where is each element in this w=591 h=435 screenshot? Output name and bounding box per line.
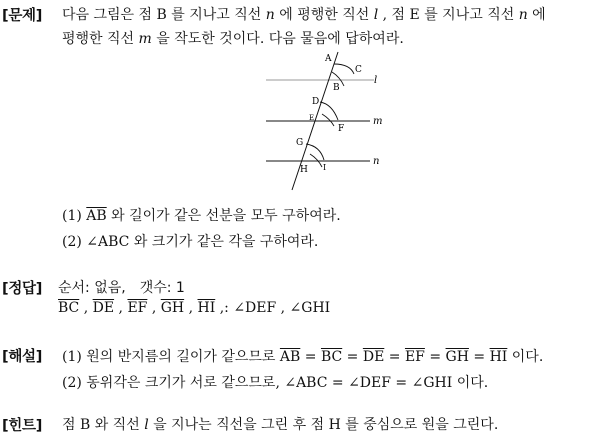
answer-angles: ,: ∠DEF , ∠GHI [215, 300, 331, 316]
point-h: H [300, 165, 308, 175]
text: , 점 E 를 지나고 직선 [378, 7, 519, 23]
var-n: n [518, 7, 528, 23]
point-g: G [296, 138, 304, 148]
eq: = [468, 349, 490, 365]
sep: , [79, 300, 93, 316]
point-a: A [325, 54, 332, 64]
answer-label: [정답] [2, 281, 43, 297]
segment-de: $\overline{DE}$ [92, 300, 115, 316]
explanation-1 [62, 346, 543, 366]
eq: = [424, 349, 446, 365]
hint-text [62, 414, 498, 434]
question-2: (2) ∠ABC 와 크기가 같은 각을 구하여라. [62, 234, 319, 250]
segment-bc: $\overline{BC}$ [320, 349, 343, 365]
segment-ef: $\overline{EF}$ [404, 349, 425, 365]
answer-count: 갯수: 1 [139, 280, 185, 296]
segment-hi: $\overline{HI}$ [197, 300, 216, 316]
var-m: m [138, 31, 152, 47]
point-f: F [338, 124, 345, 134]
problem-label: [문제] [2, 8, 43, 24]
eq: = [384, 349, 405, 365]
sep: , [184, 300, 198, 316]
arc-def [320, 102, 338, 120]
text: 점 B 와 직선 [62, 417, 145, 433]
problem-line-1 [62, 4, 546, 24]
var-l: l [144, 417, 149, 433]
segment-hi: $\overline{HI}$ [489, 349, 508, 365]
text: 에 [527, 7, 546, 23]
eq: = [342, 349, 363, 365]
line-label-l: l [374, 75, 378, 86]
line-label-m: m [373, 116, 383, 127]
explanation-2: (2) 동위각은 크기가 서로 같으므로, ∠ABC = ∠DEF = ∠GHI 이다. [62, 375, 489, 391]
arc-ef [322, 114, 334, 126]
problem-line-2 [62, 28, 404, 48]
text: 와 길이가 같은 선분을 모두 구하여라. [106, 208, 341, 224]
question-1 [62, 205, 341, 225]
var-l: l [373, 7, 379, 23]
hint-label: [힌트] [2, 418, 43, 434]
sep: , [114, 300, 128, 316]
eq: = [300, 349, 321, 365]
line-label-n: n [373, 156, 380, 167]
point-c: C [355, 65, 362, 75]
text: 을 지나는 직선을 그린 후 점 H 를 중심으로 원을 그린다. [148, 417, 499, 433]
text: 에 평행한 직선 [274, 7, 374, 23]
text: 다음 그림은 점 B 를 지나고 직선 [62, 7, 266, 23]
text: 을 작도한 것이다. 다음 물음에 답하여라. [151, 31, 404, 47]
text: (1) 원의 반지름의 길이가 같으므로 [62, 349, 280, 365]
text: (1) [62, 208, 87, 224]
answer-meta [58, 277, 185, 297]
sep: , [147, 300, 161, 316]
point-e: E [309, 114, 315, 122]
point-d: D [312, 97, 320, 107]
segment-ab: $\overline{AB}$ [279, 349, 301, 365]
explanation-label: [해설] [2, 349, 43, 365]
segment-de: $\overline{DE}$ [362, 349, 385, 365]
var-n: n [265, 7, 275, 23]
point-b: B [333, 83, 340, 93]
segment-ab: $\overline{AB}$ [86, 208, 107, 224]
segment-bc: $\overline{BC}$ [58, 300, 80, 316]
answer-order: 순서: 없음, [58, 280, 126, 296]
point-i: I [323, 163, 327, 172]
answer-values [58, 300, 330, 316]
text: 이다. [507, 349, 544, 365]
construction-figure [262, 50, 392, 195]
segment-gh: $\overline{GH}$ [445, 349, 469, 365]
segment-ef: $\overline{EF}$ [127, 300, 148, 316]
text: 평행한 직선 [62, 31, 139, 47]
arc-top [334, 64, 354, 74]
segment-gh: $\overline{GH}$ [160, 300, 185, 316]
